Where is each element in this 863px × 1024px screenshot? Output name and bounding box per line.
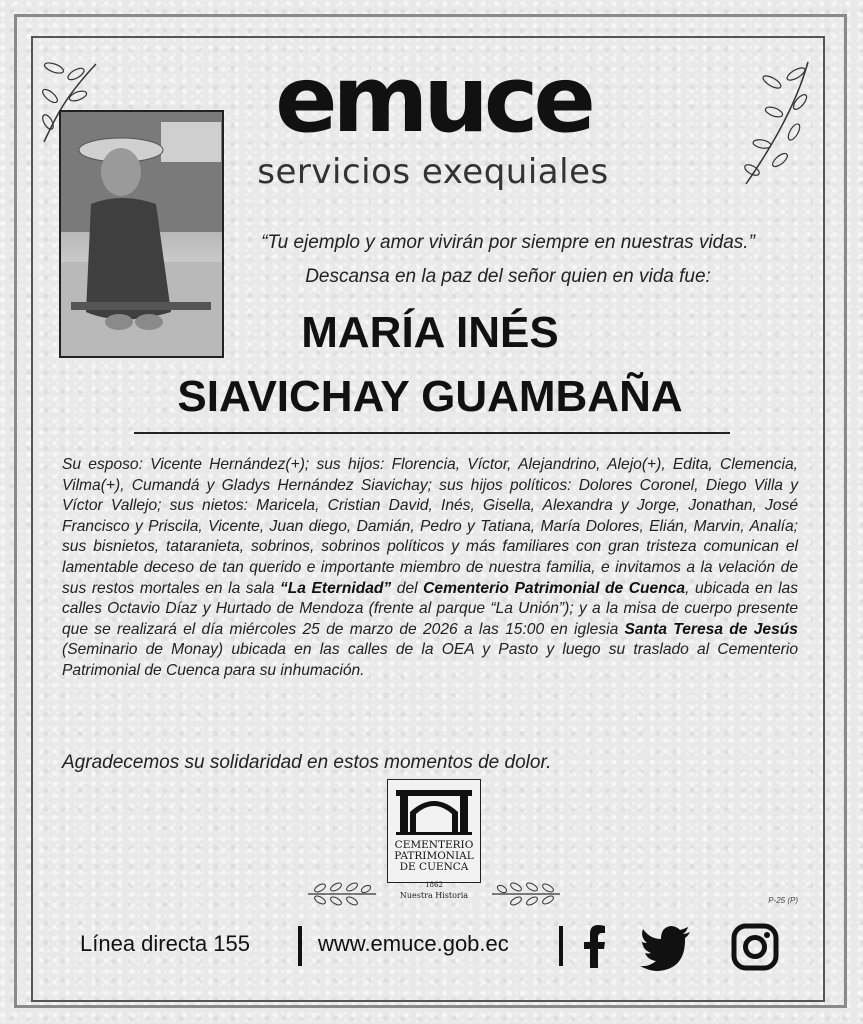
cemetery-logo-line1: CEMENTERIO — [394, 839, 474, 851]
instagram-icon[interactable] — [730, 922, 780, 972]
phone-line: Línea directa 155 — [80, 931, 251, 956]
body-text-part4: (Seminario de Monay) ubicada en las calles de la OEA y Pasto y luego su traslado al Cementerio Patrimonial de Cuenca para su inhumación. — [62, 641, 798, 679]
arch-gate-icon — [394, 786, 474, 836]
cemetery-name: Cementerio Patrimonial de Cuenca — [423, 579, 686, 597]
cemetery-motto: Nuestra Historia — [399, 891, 469, 900]
footer-divider — [559, 926, 563, 966]
body-text-part2: del — [391, 579, 424, 597]
twitter-icon[interactable] — [640, 922, 694, 972]
thanks-line: Agradecemos su solidaridad en estos momentos de dolor. — [62, 752, 552, 773]
room-name: “La Eternidad” — [279, 579, 392, 597]
reference-code: P-25 (P) — [768, 896, 798, 905]
body-text-part1: Su esposo: Vicente Hernández(+); sus hijos: Florencia, Víctor, Alejandrino, Alejo(+), Edita, Clemencia, Vilma(+), Cumandá y Gladys Hernández Siavichay; sus hijos políticos: Dolores Coronel, Diego Villa y Víctor Vallejo; sus nietos: Maricela, Cristian David, Inés, Gisella, Alexandra y Jorge, Jonathan, José Francisco y Priscila, Vicente, Juan diego, Damián, Pedro y Tatiana, María Dolores, Elián, Marvin, Analía; sus bisnietos, tataranieta, sobrinos, sobrinos políticos y más familiares con gran tristeza comunican el lamentable deceso de tan querido e importante miembro de nuestra familia, e invitamos a la velación de sus restos mortales en la sala — [62, 456, 798, 597]
website-link[interactable]: www.emuce.gob.ec — [318, 931, 509, 956]
deceased-surnames: SIAVICHAY GUAMBAÑA — [177, 372, 683, 421]
cemetery-year: 1862 — [425, 881, 443, 889]
cemetery-logo-text — [388, 840, 480, 873]
cemetery-logo-line2: PATRIMONIAL — [394, 850, 474, 862]
obituary-body — [62, 455, 798, 682]
brand-logo: emuce — [275, 46, 591, 153]
name-underline — [134, 432, 730, 434]
leaf-ornament-left-icon — [306, 876, 378, 912]
brand-subtitle: servicios exequiales — [257, 152, 609, 192]
body-text-part3: , ubicada en las calles Octavio Díaz y Hurtado de Mendoza (frente al parque “La Unión”); y a la misa de cuerpo presente que se realizará el día miércoles 25 de marzo de 2026 a las 15:00 en iglesia — [62, 579, 799, 638]
intro-line: Descansa en la paz del señor quien en vida fue: — [305, 266, 711, 287]
deceased-photo — [59, 110, 224, 358]
cemetery-logo-line3: DE CUENCA — [399, 861, 469, 873]
memorial-quote: “Tu ejemplo y amor vivirán por siempre en nuestras vidas.” — [261, 232, 755, 253]
church-name: Santa Teresa de Jesús — [624, 620, 798, 638]
leaf-ornament-right-icon — [490, 876, 562, 912]
deceased-first-names: MARÍA INÉS — [301, 308, 559, 357]
facebook-icon[interactable] — [570, 922, 620, 972]
footer-divider — [298, 926, 302, 966]
leaf-branch-right-icon — [738, 58, 816, 190]
cemetery-logo — [387, 779, 481, 883]
